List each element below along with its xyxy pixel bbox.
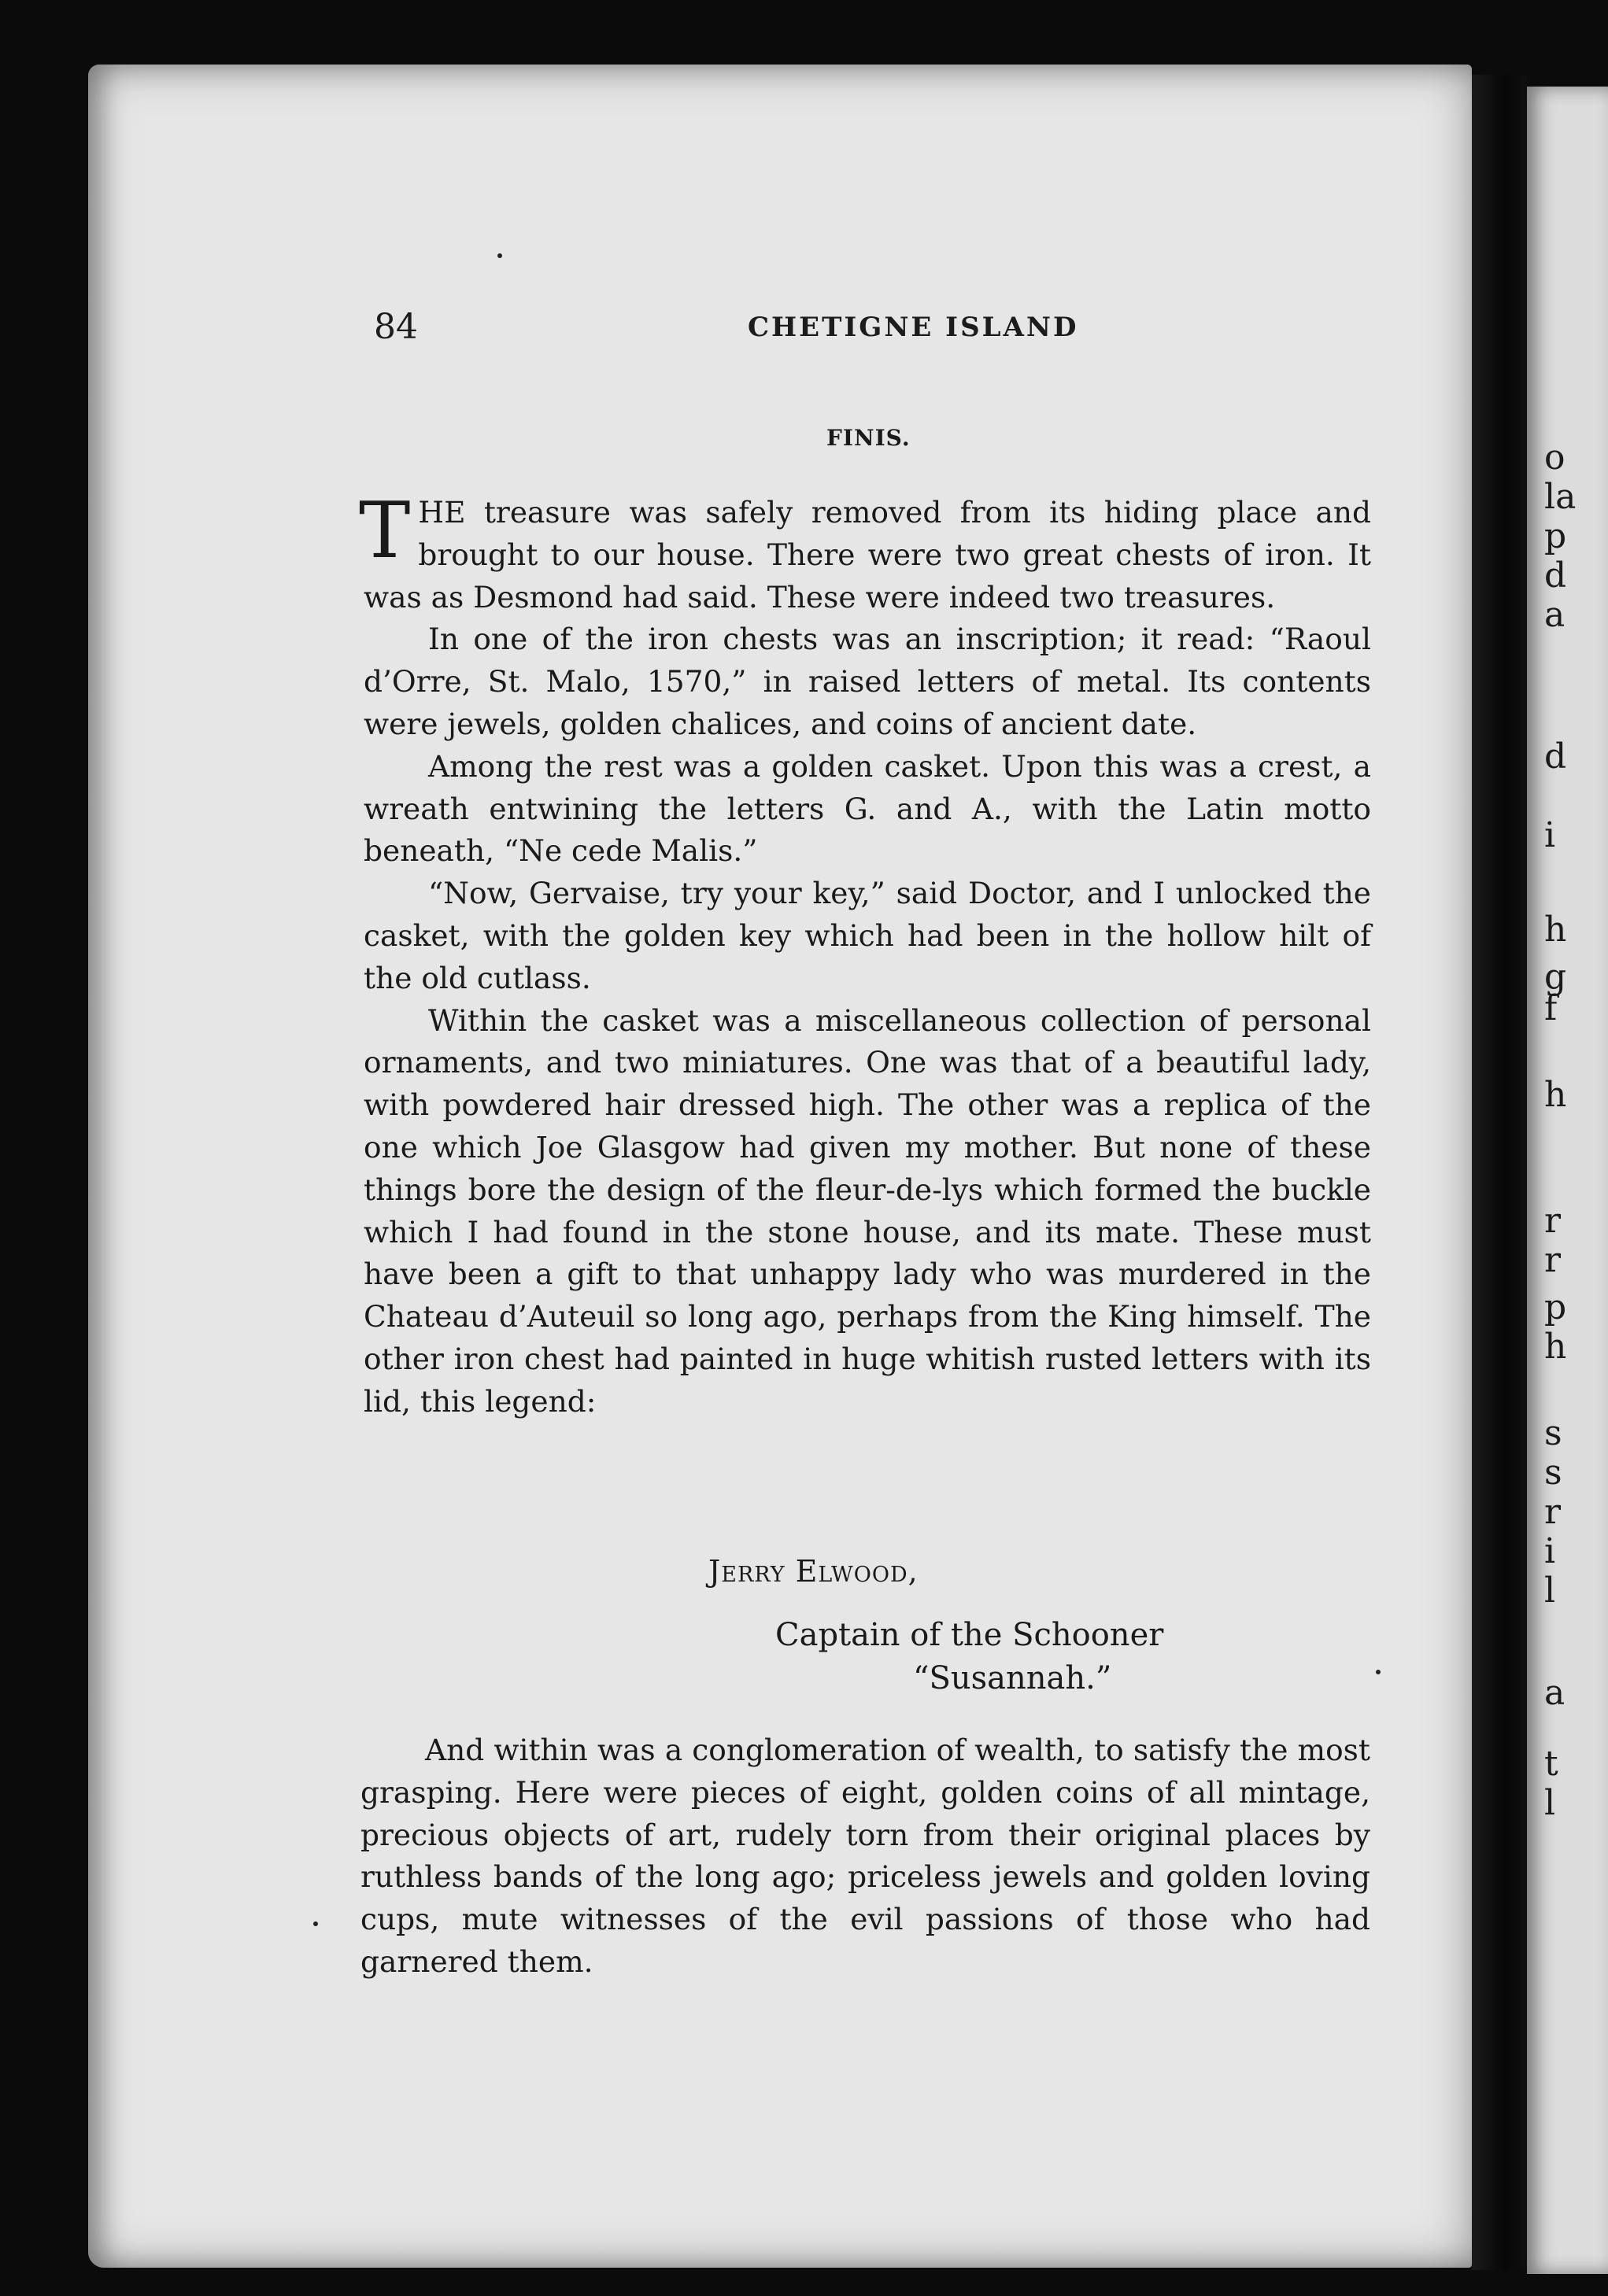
facing-page-fragment: h — [1544, 1327, 1567, 1367]
legend-name: Jerry Elwood, — [708, 1554, 919, 1589]
legend-role: Captain of the Schooner — [775, 1617, 1164, 1653]
paragraph: In one of the iron chests was an inscription; it read: “Raoul d’Orre, St. Malo, 1570,” in raised letters of metal. Its contents were jewels, golden chalices, and coins of ancient date. — [364, 622, 1371, 741]
closing-text — [360, 1729, 1370, 1984]
facing-page-fragment: i — [1544, 815, 1556, 855]
running-head: CHETIGNE ISLAND — [748, 312, 1079, 343]
legend-ship: “Susannah.” — [913, 1660, 1112, 1696]
facing-page-fragment: s — [1544, 1453, 1562, 1493]
paragraph: “Now, Gervaise, try your key,” said Doctor, and I unlocked the casket, with the golden key which had been in the hollow hilt of the old cutlass. — [364, 876, 1371, 995]
facing-page-fragment: a — [1544, 1673, 1565, 1713]
facing-page-fragment: r — [1544, 1201, 1562, 1241]
paragraph: Among the rest was a golden casket. Upon this was a crest, a wreath entwining the letters G. and A., with the Latin motto beneath, “Ne cede Malis.” — [364, 748, 1371, 869]
facing-page-fragment: h — [1544, 1075, 1567, 1115]
scan-speck — [497, 253, 502, 258]
facing-page-fragment: a — [1544, 595, 1565, 635]
facing-page-fragment: f — [1544, 988, 1558, 1028]
drop-cap: T — [359, 486, 411, 576]
facing-page-fragment: h — [1544, 910, 1567, 950]
facing-page-fragment: r — [1544, 1492, 1562, 1532]
paragraph: And within was a conglomeration of wealth, to satisfy the most grasping. Here were pieces of eight, golden coins of all mintage, precious objects of art, rudely torn from their original places by ruthless bands of the long ago; priceless jewels and golden loving cups, mute witnesses of the evil passions of those who had garnered them. — [360, 1733, 1370, 1979]
body-text — [359, 486, 1371, 1423]
section-title: FINIS. — [826, 425, 911, 451]
facing-page-fragment: t — [1544, 1744, 1558, 1784]
scan-speck — [313, 1921, 318, 1926]
facing-page-fragment: s — [1544, 1413, 1562, 1453]
facing-page-fragment: l — [1544, 1571, 1556, 1611]
facing-page-fragment: o — [1544, 437, 1565, 478]
paragraph: THE treasure was safely removed from its hiding place and brought to our house. There were two great chests of iron. It was as Desmond had said. These were indeed two treasures. — [359, 486, 1371, 615]
facing-page-fragment: r — [1544, 1240, 1562, 1280]
facing-page-edge — [1527, 87, 1608, 2274]
facing-page-fragment: d — [1544, 736, 1567, 777]
facing-page-fragment: i — [1544, 1531, 1556, 1571]
scan-speck — [1376, 1670, 1381, 1674]
facing-page-fragment: d — [1544, 556, 1567, 596]
facing-page-fragment: g — [1544, 957, 1567, 997]
facing-page-fragment: p — [1544, 1287, 1567, 1327]
page-header — [0, 307, 1608, 354]
page-number: 84 — [374, 307, 418, 347]
paragraph: Within the casket was a miscellaneous collection of personal ornaments, and two miniatures. One was that of a beautiful lady, with powdered hair dressed high. The other was a replica of the one which Joe Glasgow had given my mother. But none of these things bore the design of the fleur-de-lys which formed the buckle which I had found in the stone house, and its mate. These must have been a gift to that unhappy lady who was murdered in the Chateau d’Auteuil so long ago, perhaps from the King himself. The other iron chest had painted in huge whitish rusted letters with its lid, this legend: — [364, 1002, 1371, 1419]
book-gutter — [1472, 75, 1527, 2270]
facing-page-fragment: l — [1544, 1783, 1556, 1823]
facing-page-fragment: la — [1544, 477, 1577, 517]
facing-page-fragment: p — [1544, 516, 1567, 556]
